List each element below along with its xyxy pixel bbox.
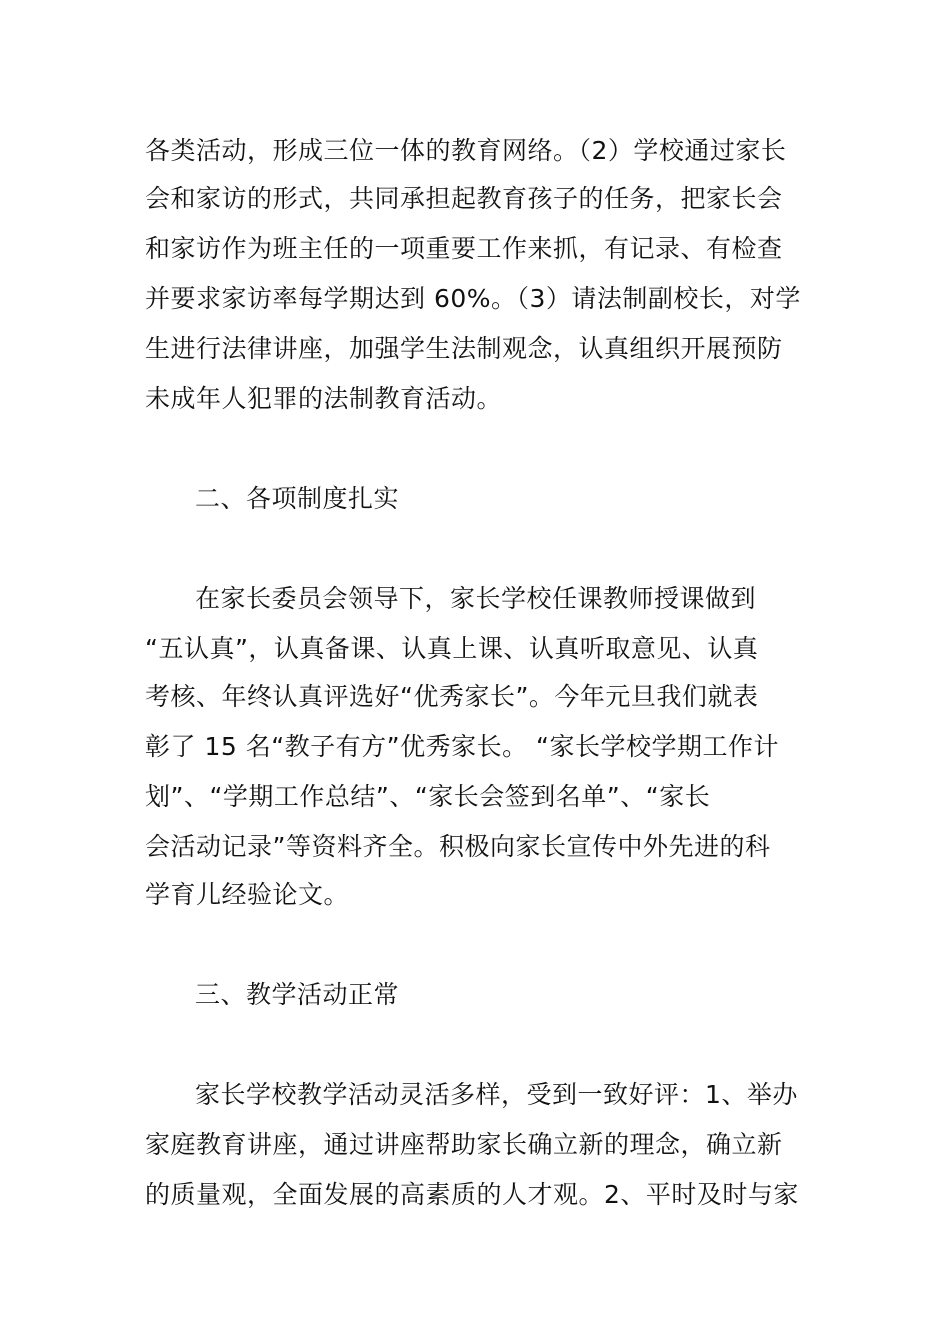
paragraph-2-line-7: 学育儿经验论文。 (145, 880, 350, 909)
paragraph-3-line-2: 家庭教育讲座，通过讲座帮助家长确立新的理念，确立新 (145, 1130, 783, 1159)
paragraph-2-line-3: 考核、年终认真评选好“优秀家长”。今年元旦我们就表 (145, 682, 759, 711)
paragraph-1-line-4: 并要求家访率每学期达到 60%。（3）请法制副校长，对学 (145, 284, 801, 313)
paragraph-2-line-4: 彰了 15 名“教子有方”优秀家长。 “家长学校学期工作计 (145, 732, 780, 761)
section-heading-2: 二、各项制度扎实 (195, 484, 400, 513)
paragraph-1-line-6: 未成年人犯罪的法制教育活动。 (145, 384, 503, 413)
paragraph-1-line-5: 生进行法律讲座，加强学生法制观念，认真组织开展预防 (145, 334, 783, 363)
paragraph-2-line-6: 会活动记录”等资料齐全。积极向家长宣传中外先进的科 (145, 832, 771, 861)
paragraph-1-line-1: 各类活动，形成三位一体的教育网络。（2）学校通过家长 (145, 136, 787, 165)
paragraph-3-line-3: 的质量观，全面发展的高素质的人才观。2、平时及时与家 (145, 1180, 799, 1209)
paragraph-1-line-3: 和家访作为班主任的一项重要工作来抓，有记录、有检查 (145, 234, 783, 263)
paragraph-2-line-1: 在家长委员会领导下，家长学校任课教师授课做到 (195, 584, 757, 613)
paragraph-3-line-1: 家长学校教学活动灵活多样，受到一致好评：1、举办 (195, 1080, 798, 1109)
paragraph-1-line-2: 会和家访的形式，共同承担起教育孩子的任务，把家长会 (145, 184, 783, 213)
section-heading-3: 三、教学活动正常 (195, 980, 400, 1009)
paragraph-2-line-2: “五认真”，认真备课、认真上课、认真听取意见、认真 (145, 634, 759, 663)
paragraph-2-line-5: 划”、“学期工作总结”、“家长会签到名单”、“家长 (145, 782, 711, 811)
